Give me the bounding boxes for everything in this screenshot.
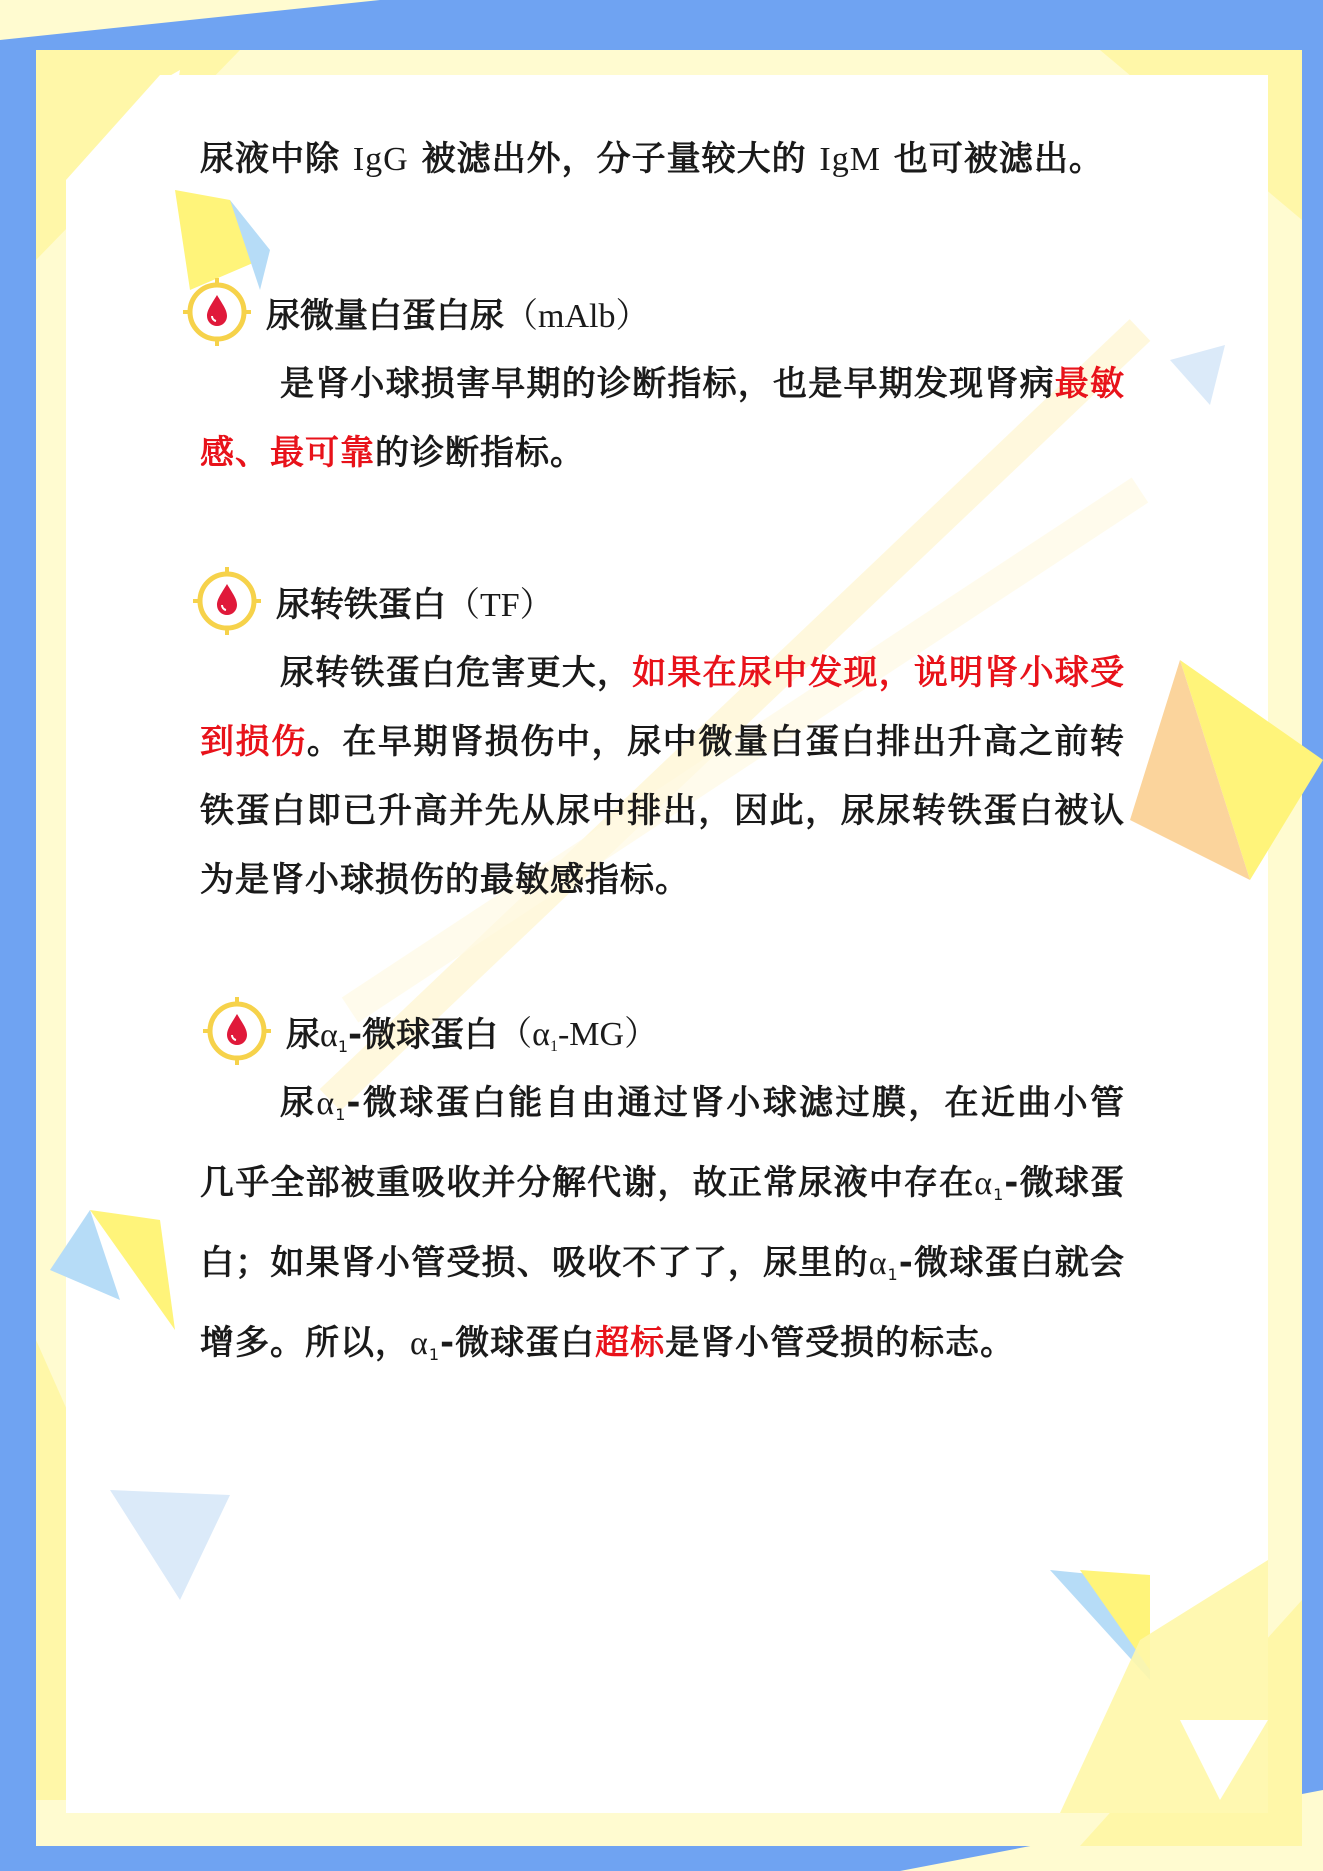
alpha-symbol: α xyxy=(868,1245,888,1282)
alpha-symbol: α xyxy=(316,1085,336,1122)
section-heading-malb xyxy=(180,274,1125,350)
subscript: 1 xyxy=(549,1038,558,1055)
alpha-symbol: α xyxy=(410,1325,429,1362)
blood-drop-icon xyxy=(190,564,264,638)
title-part: -微球蛋白 xyxy=(348,1014,499,1055)
highlight-text: 最敏感、最可靠 xyxy=(200,364,1125,473)
body-text: 尿 xyxy=(280,1083,317,1123)
body-text: -微球蛋白；如果肾小管受损、吸收不了了，尿里的 xyxy=(200,1163,1125,1283)
abbr-part: （ xyxy=(498,1016,533,1053)
highlight-text: 超标 xyxy=(595,1323,666,1363)
body-text: 尿转铁蛋白危害更大， xyxy=(280,653,633,693)
highlight-text: 如果在尿中发现，说明肾小球受到损伤 xyxy=(200,653,1126,762)
section-heading-tf xyxy=(190,563,1125,639)
subscript: 1 xyxy=(335,1105,347,1124)
body-text: -微球蛋白能自由通过肾小球滤过膜，在近曲小管几乎全部被重吸收并分解代谢，故正常尿液中存在 xyxy=(200,1083,1125,1203)
subscript: 1 xyxy=(887,1265,899,1284)
section-abbreviation: （mAlb） xyxy=(504,297,650,335)
body-text: 的诊断指标。 xyxy=(375,433,585,473)
section-body-malb xyxy=(200,350,1125,488)
body-text: -微球蛋白就会增多。所以， xyxy=(200,1243,1125,1363)
section-title: 尿微量白蛋白尿 xyxy=(266,295,504,336)
subscript: 1 xyxy=(993,1185,1005,1204)
body-text: -微球蛋白 xyxy=(440,1323,596,1363)
section-abbreviation: （TF） xyxy=(446,586,554,624)
section-body-a1mg xyxy=(200,1069,1125,1389)
igg-term: IgG xyxy=(352,141,409,178)
intro-paragraph xyxy=(200,125,1125,194)
alpha-symbol: α xyxy=(974,1165,994,1202)
intro-text: 尿液中除 xyxy=(200,139,353,179)
section-body-tf xyxy=(200,639,1125,915)
section-title: 尿转铁蛋白 xyxy=(276,584,446,625)
section-heading-a1mg xyxy=(200,993,1125,1069)
body-text: 是肾小球损害早期的诊断指标，也是早期发现肾病 xyxy=(280,364,1055,404)
blood-drop-icon xyxy=(180,275,254,349)
subscript: 1 xyxy=(337,1036,349,1056)
alpha-symbol: α xyxy=(320,1016,338,1054)
intro-text: 被滤出外，分子量较大的 xyxy=(408,139,820,179)
article-body xyxy=(200,125,1125,1389)
abbr-part: -MG） xyxy=(557,1016,659,1053)
section-title xyxy=(286,1007,498,1056)
section-abbreviation xyxy=(498,1006,658,1056)
body-text: 是肾小管受损的标志。 xyxy=(665,1323,1016,1363)
body-text: 。在早期肾损伤中，尿中微量白蛋白排出升高之前转铁蛋白即已升高并先从尿中排出，因此，尿尿转铁蛋白被认为是肾小球损伤的最敏感指标。 xyxy=(200,722,1126,900)
igm-term: IgM xyxy=(819,141,881,178)
alpha-symbol: α xyxy=(532,1016,550,1053)
subscript: 1 xyxy=(428,1345,441,1364)
title-part: 尿 xyxy=(286,1014,320,1055)
blood-drop-icon xyxy=(200,994,274,1068)
intro-text: 也可被滤出。 xyxy=(880,139,1104,179)
